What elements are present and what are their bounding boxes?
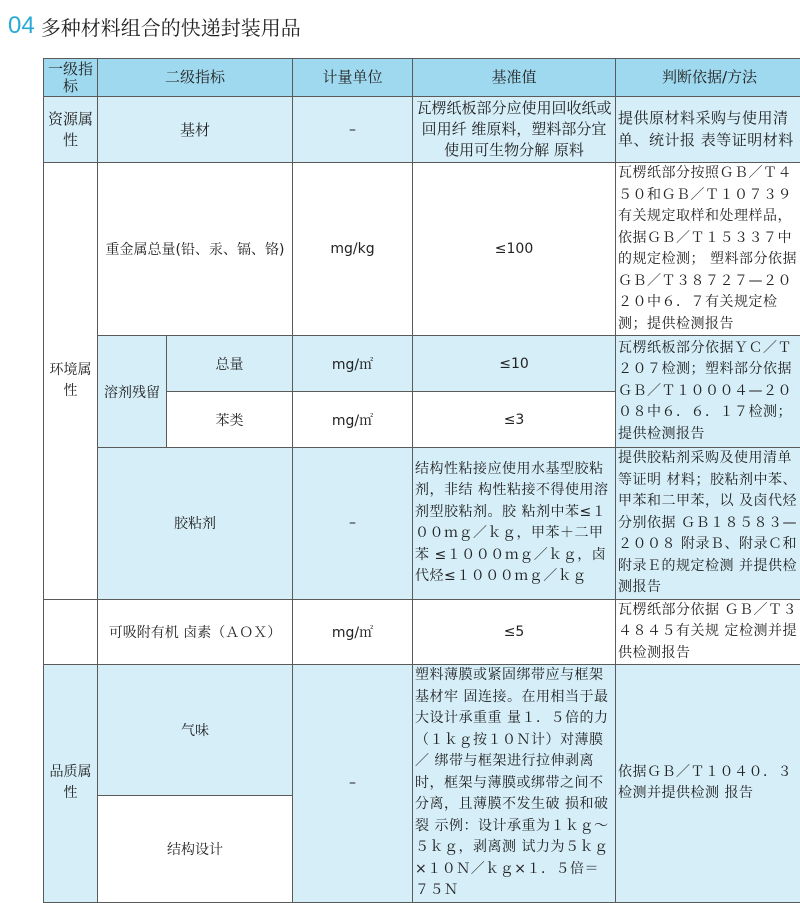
adhesive-unit: – (293, 448, 413, 600)
aox-level1-empty (44, 599, 98, 665)
aox-unit: mg/㎡ (293, 599, 413, 665)
header-method: 判断依据/方法 (616, 59, 800, 97)
row-resource (44, 97, 800, 163)
solvent-total-baseline: ≤10 (413, 336, 616, 392)
header-level2: 二级指标 (98, 59, 293, 97)
solvent-benzene-baseline: ≤3 (413, 392, 616, 448)
aox-name: 可吸附有机 卤素（ＡＯＸ） (98, 599, 293, 665)
section-heading (8, 8, 301, 44)
heavy-metal-unit: mg/kg (293, 163, 413, 336)
quality-unit: – (293, 665, 413, 903)
header-unit: 计量单位 (293, 59, 413, 97)
quality-method: 依据ＧＢ／Ｔ１０４０．３检测并提供检测 报告 (616, 665, 800, 903)
solvent-group: 溶剂残留 (98, 336, 167, 448)
solvent-benzene-unit: mg/㎡ (293, 392, 413, 448)
quality-odor: 气味 (98, 665, 293, 796)
row-adhesive (44, 448, 800, 600)
criteria-table (43, 58, 800, 903)
solvent-total-unit: mg/㎡ (293, 336, 413, 392)
heavy-metal-name: 重金属总量(铅、汞、镉、铬) (98, 163, 293, 336)
solvent-total-name: 总量 (167, 336, 293, 392)
row-heavy-metal (44, 163, 800, 336)
header-row (44, 59, 800, 97)
adhesive-method: 提供胶粘剂采购及使用清单等证明 材料；胶粘剂中苯、甲苯和二甲苯，以 及卤代烃分别依据 ＧＢ１８５８３—２００８ 附录Ｂ、附录Ｃ和附录Ｅ的规定检测 并提供检测报告 (616, 448, 800, 600)
quality-structure: 结构设计 (98, 795, 293, 902)
adhesive-baseline: 结构性粘接应使用水基型胶粘剂，非结 构性粘接不得使用溶剂型胶粘剂。胶 粘剂中苯≤１００ｍｇ／ｋｇ，甲苯＋二甲苯 ≤１０００ｍｇ／ｋｇ，卤代烃≤１０００ｍｇ／ｋｇ (413, 448, 616, 600)
resource-method: 提供原材料采购与使用清单、统计报 表等证明材料 (616, 97, 800, 163)
resource-level1: 资源属性 (44, 97, 98, 163)
solvent-method: 瓦楞纸板部分依据ＹＣ／Ｔ２０７检测；塑料部分依据ＧＢ／Ｔ１０００４—２００８中６．６．１７检测；提供检测报告 (616, 336, 800, 448)
header-level1: 一级指标 (44, 59, 98, 97)
adhesive-name: 胶粘剂 (98, 448, 293, 600)
aox-method: 瓦楞纸部分依据 ＧＢ／Ｔ３４８４５有关规 定检测并提供检测报告 (616, 599, 800, 665)
header-baseline: 基准值 (413, 59, 616, 97)
resource-level2: 基材 (98, 97, 293, 163)
resource-unit: – (293, 97, 413, 163)
section-number: 04 (8, 12, 35, 40)
env-level1: 环境属性 (44, 163, 98, 600)
quality-level1: 品质属性 (44, 665, 98, 903)
row-aox (44, 599, 800, 665)
heavy-metal-baseline: ≤100 (413, 163, 616, 336)
quality-baseline: 塑料薄膜或紧固绑带应与框架基材牢 固连接。在用相当于最大设计承重重 量１．５倍的力（１ｋｇ按１０Ｎ计）对薄膜／ 绑带与框架进行拉伸剥离时，框架与薄膜或绑带之间不分离，且薄膜不发生破 损和破裂 示例：设计承重为１ｋｇ～５ｋｇ，剥离测 试力为５ｋｇ×１０Ｎ／ｋｇ×１．５倍＝７５Ｎ (413, 665, 616, 903)
resource-baseline: 瓦楞纸板部分应使用回收纸或回用纤 维原料，塑料部分宜使用可生物分解 原料 (413, 97, 616, 163)
heavy-metal-method: 瓦楞纸部分按照ＧＢ／Ｔ４５０和ＧＢ／Ｔ１０７３９有关规定取样和处理样品，依据ＧＢ／Ｔ１５３３７中的规定检测； 塑料部分依据ＧＢ／Ｔ３８７２７—２０２０中６．７有关规定检测；提供检测报告 (616, 163, 800, 336)
solvent-benzene-name: 苯类 (167, 392, 293, 448)
row-solvent-total (44, 336, 800, 392)
section-title: 多种材料组合的快递封装用品 (41, 12, 301, 41)
row-odor (44, 665, 800, 796)
aox-baseline: ≤5 (413, 599, 616, 665)
